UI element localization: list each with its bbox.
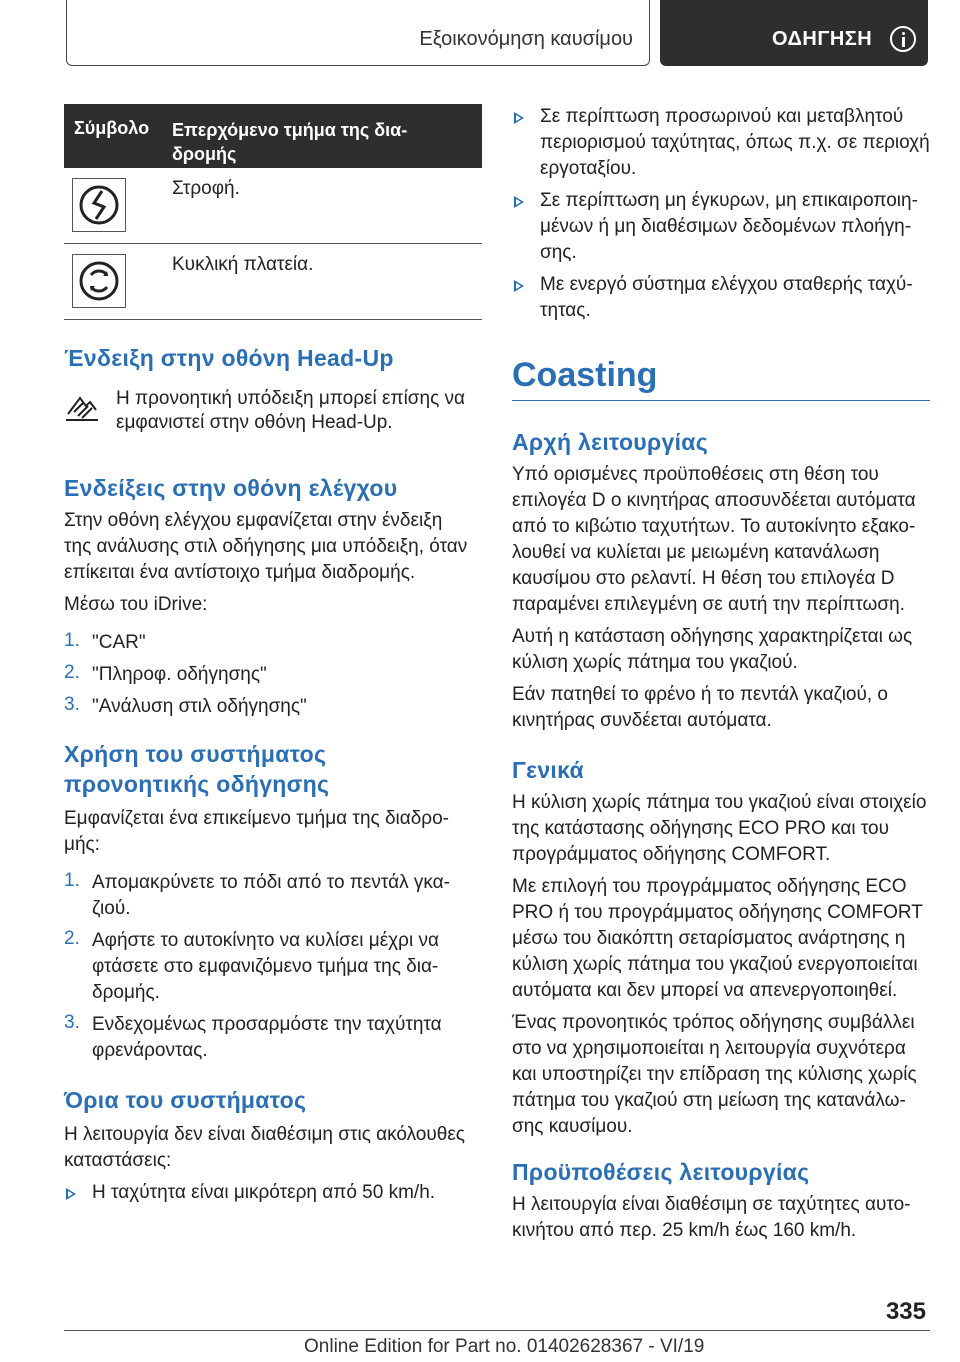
table-row: [64, 244, 482, 320]
paragraph-line: λουθεί να κυλίεται με μειωμένη κατανάλωση: [512, 542, 880, 563]
paragraph-line: στο να χρησιμοποιείται η λειτουργία συχνότερα: [512, 1038, 906, 1059]
idrive-intro: Μέσω του iDrive:: [64, 594, 208, 615]
table-row: [64, 168, 482, 244]
paragraph-line: αυτόματα και δεν μπορεί να απενεργοποιηθεί.: [512, 980, 898, 1001]
bullet-text: Με ενεργό σύστημα ελέγχου σταθερής ταχύ-: [540, 274, 913, 295]
paragraph-line: επίκειται ένα αντίστοιχο τμήμα διαδρομής.: [64, 562, 416, 583]
page-number: 335: [885, 1298, 926, 1325]
step-text: "CAR": [92, 632, 146, 653]
bullet-text: Σε περίπτωση μη έγκυρων, μη επικαιροποιη-: [540, 190, 918, 211]
paragraph-line: Υπό ορισμένες προϋποθέσεις στη θέση του: [512, 464, 879, 485]
coasting-divider: [512, 400, 930, 401]
step-number: 2.: [64, 662, 80, 683]
paragraph-line: κινητήρας συνδέεται αυτόματα.: [512, 710, 772, 731]
limits-heading: Όρια του συστήματος: [64, 1087, 307, 1113]
bullet-text: Η ταχύτητα είναι μικρότερη από 50 km/h.: [92, 1182, 436, 1203]
principle-heading: Αρχή λειτουργίας: [512, 429, 708, 455]
step-text: φτάσετε στο εμφανιζόμενο τμήμα της δια-: [92, 956, 439, 977]
table-cell-text: Στροφή.: [172, 178, 240, 199]
step-text: ζιού.: [92, 898, 131, 919]
step-text: φρενάροντας.: [92, 1040, 208, 1061]
bullet-text: εργοταξίου.: [540, 158, 637, 179]
hud-heading: Ένδειξη στην οθόνη Head-Up: [64, 345, 394, 371]
paragraph-line: από το κιβώτιο ταχυτήτων. Το αυτοκίνητο εξακο-: [512, 516, 916, 537]
symbol-table: [64, 104, 482, 320]
header-section-title: Εξοικονόμηση καυσίμου: [419, 28, 633, 50]
usage-heading-line2: προνοητικής οδήγησης: [64, 771, 330, 797]
paragraph-line: Η κύλιση χωρίς πάτημα του γκαζιού είναι στοιχείο: [512, 792, 927, 813]
paragraph-line: μής:: [64, 834, 100, 855]
paragraph-line: Η λειτουργία είναι διαθέσιμη σε ταχύτητες αυτο-: [512, 1194, 911, 1215]
paragraph-line: Εμφανίζεται ένα επικείμενο τμήμα της διαδρο-: [64, 808, 450, 829]
step-number: 1.: [64, 630, 80, 651]
bullet-text: μένων ή μη διαθέσιμων δεδομένων πλοήγη-: [540, 216, 912, 237]
paragraph-line: σης καυσίμου.: [512, 1116, 633, 1137]
control-display-heading: Ενδείξεις στην οθόνη ελέγχου: [64, 475, 398, 501]
paragraph-line: πάτημα του γκαζιού στη μείωση της κατανάλω-: [512, 1090, 906, 1111]
bullet-text: σης.: [540, 242, 577, 263]
header-chapter-title: ΟΔΗΓΗΣΗ: [772, 28, 873, 50]
prereq-heading: Προϋποθέσεις λειτουργίας: [512, 1159, 810, 1185]
symbol-table-header: [64, 104, 482, 168]
paragraph-line: Ένας προνοητικός τρόπος οδήγησης συμβάλλει: [512, 1012, 915, 1033]
paragraph-line: της ανάλυσης στιλ οδήγησης μια υπόδειξη, όταν: [64, 536, 468, 557]
bullet-triangle-icon: [66, 1188, 76, 1200]
header-section-tab: [66, 0, 650, 66]
bullet-triangle-icon: [514, 280, 524, 292]
curve-warning-icon: [72, 178, 126, 232]
step-text: δρομής.: [92, 982, 160, 1003]
paragraph-line: της κατάστασης οδήγησης ECO PRO και του: [512, 818, 890, 839]
step-text: "Ανάλυση στιλ οδήγησης": [92, 696, 307, 717]
step-text: Ενδεχομένως προσαρμόστε την ταχύτητα: [92, 1014, 442, 1035]
paragraph-line: και υποστηρίζει την επίδραση της κύλισης χωρίς: [512, 1064, 917, 1085]
table-cell-text: Κυκλική πλατεία.: [172, 254, 314, 275]
bullet-text: Σε περίπτωση προσωρινού και μεταβλητού: [540, 106, 904, 127]
hud-text-line: εμφανιστεί στην οθόνη Head-Up.: [116, 412, 393, 433]
paragraph-line: Με επιλογή του προγράμματος οδήγησης ECO: [512, 876, 907, 897]
bullet-triangle-icon: [514, 196, 524, 208]
header-chapter-tab: [660, 0, 928, 66]
info-icon: [890, 26, 916, 52]
paragraph-line: καταστάσεις:: [64, 1150, 172, 1171]
paragraph-line: Στην οθόνη ελέγχου εμφανίζεται στην ένδειξη: [64, 510, 443, 531]
coasting-title: Coasting: [512, 356, 658, 394]
hud-text-line: Η προνοητική υπόδειξη μπορεί επίσης να: [116, 388, 466, 409]
step-number: 2.: [64, 928, 80, 949]
footer-edition: Online Edition for Part no. 01402628367 - VI/19: [304, 1336, 705, 1357]
bullet-text: περιορισμού ταχύτητας, όπως π.χ. σε περιοχή: [540, 132, 930, 153]
usage-heading: Χρήση του συστήματος: [64, 741, 327, 767]
paragraph-line: μέσω του διακόπτη σεταρίσματος ανάρτησης η: [512, 928, 906, 949]
paragraph-line: προγράμματος οδήγησης COMFORT.: [512, 844, 831, 865]
paragraph-line: Η λειτουργία δεν είναι διαθέσιμη στις ακόλουθες: [64, 1124, 465, 1145]
hud-display-icon: [64, 388, 100, 424]
step-text: Αφήστε το αυτοκίνητο να κυλίσει μέχρι να: [92, 930, 439, 951]
bullet-triangle-icon: [514, 112, 524, 124]
step-number: 3.: [64, 694, 80, 715]
paragraph-line: κινήτου από περ. 25 km/h έως 160 km/h.: [512, 1220, 857, 1241]
paragraph-line: PRO ή του προγράμματος οδήγησης COMFORT: [512, 902, 923, 923]
symbol-column-header: Σύμβολο: [74, 118, 150, 138]
step-text: "Πληροφ. οδήγησης": [92, 664, 267, 685]
general-heading: Γενικά: [512, 757, 584, 783]
paragraph-line: Αυτή η κατάσταση οδήγησης χαρακτηρίζεται ως: [512, 626, 913, 647]
paragraph-line: κύλιση χωρίς πάτημα του γκαζιού ενεργοποιείται: [512, 954, 918, 975]
step-number: 1.: [64, 870, 80, 891]
roundabout-icon: [72, 254, 126, 308]
paragraph-line: καυσίμου στο ρελαντί. Η θέση του επιλογέα D: [512, 568, 895, 589]
step-text: Απομακρύνετε το πόδι από το πεντάλ γκα-: [92, 872, 450, 893]
paragraph-line: κύλιση χωρίς πάτημα του γκαζιού.: [512, 652, 798, 673]
step-number: 3.: [64, 1012, 80, 1033]
paragraph-line: επιλογέα D ο κινητήρας αποσυνδέεται αυτόματα: [512, 490, 916, 511]
bullet-text: τητας.: [540, 300, 591, 321]
footer-divider: [64, 1330, 930, 1331]
segment-column-header: Επερχόμενο τμήμα της δια- δρομής: [172, 120, 408, 164]
paragraph-line: Εάν πατηθεί το φρένο ή το πεντάλ γκαζιού, ο: [512, 684, 888, 705]
paragraph-line: παραμένει επιλεγμένη σε αυτή την περίπτωση.: [512, 594, 905, 615]
